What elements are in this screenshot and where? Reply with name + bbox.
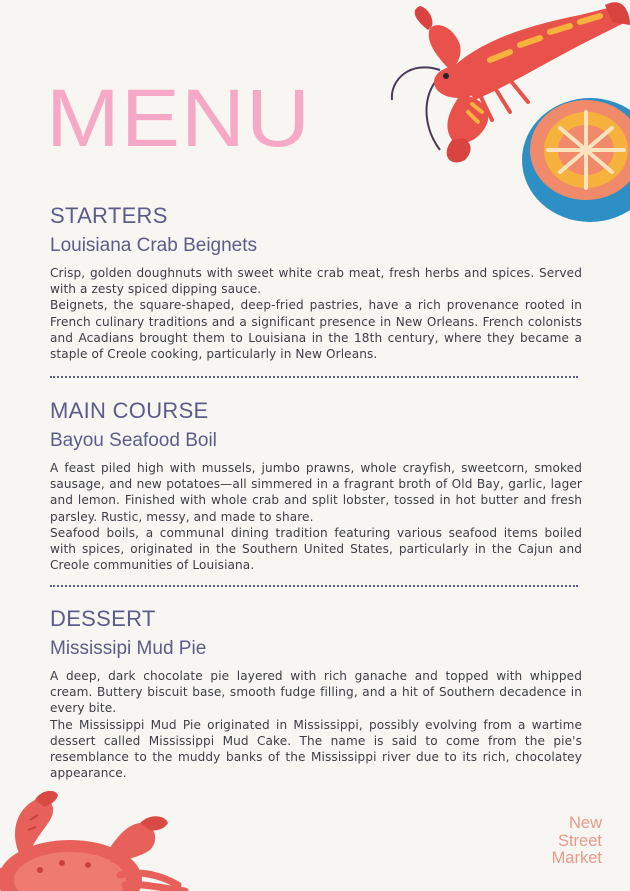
brand-line: Street: [557, 831, 602, 850]
brand-line: Market: [551, 849, 602, 867]
dish-name: Mississipi Mud Pie: [50, 638, 207, 659]
menu-title: MENU: [46, 73, 312, 164]
dish-history: The Mississippi Mud Pie originated in Mississippi, possibly evolving from a wartime dessert called Mississippi Mud Cake. The name is said to come from the pie's resemblance to the muddy banks of the Mississippi river due to its rich, chocolatey appearance.: [50, 717, 582, 781]
brand-logo: [552, 815, 602, 868]
main-course-section: [50, 398, 582, 573]
dish-history: Seafood boils, a communal dining tradition featuring various seafood items boiled with spices, originated in the Southern United States, particularly in the Cajun and Creole communities of Louisiana.: [50, 525, 582, 573]
dish-description: A feast piled high with mussels, jumbo prawns, whole crayfish, sweetcorn, smoked sausage, and new potatoes—all simmered in a fragrant broth of Old Bay, garlic, lager and lemon. Finished with whole crab and split lobster, tossed in hot butter and fresh parsley. Rustic, messy, and made to share.: [50, 461, 582, 524]
starters-section: [50, 203, 582, 362]
dessert-section: [50, 606, 582, 781]
section-heading: DESSERT: [50, 606, 156, 631]
lobster-illustration-icon: [380, 0, 630, 230]
brand-line: New: [568, 814, 602, 832]
section-divider: [50, 376, 578, 378]
dish-name: Louisiana Crab Beignets: [50, 235, 258, 256]
dish-description: A deep, dark chocolate pie layered with rich ganache and topped with whipped cream. Buttery biscuit base, smooth fudge filling, and a hit of Southern decadence in every bite.: [50, 669, 582, 716]
dish-name: Bayou Seafood Boil: [50, 430, 217, 451]
dish-history: Beignets, the square-shaped, deep-fried pastries, have a rich provenance rooted in French culinary traditions and a significant presence in New Orleans. French colonists and Acadians brought them to Louisiana in the 18th century, where they became a staple of Creole cooking, particularly in New Orleans.: [50, 298, 582, 362]
section-divider: [50, 585, 578, 587]
dish-description: Crisp, golden doughnuts with sweet white crab meat, fresh herbs and spices. Served with a zesty spiced dipping sauce.: [50, 266, 582, 297]
crab-illustration-icon: [0, 785, 190, 891]
section-heading: STARTERS: [50, 203, 168, 228]
section-heading: MAIN COURSE: [50, 398, 209, 423]
